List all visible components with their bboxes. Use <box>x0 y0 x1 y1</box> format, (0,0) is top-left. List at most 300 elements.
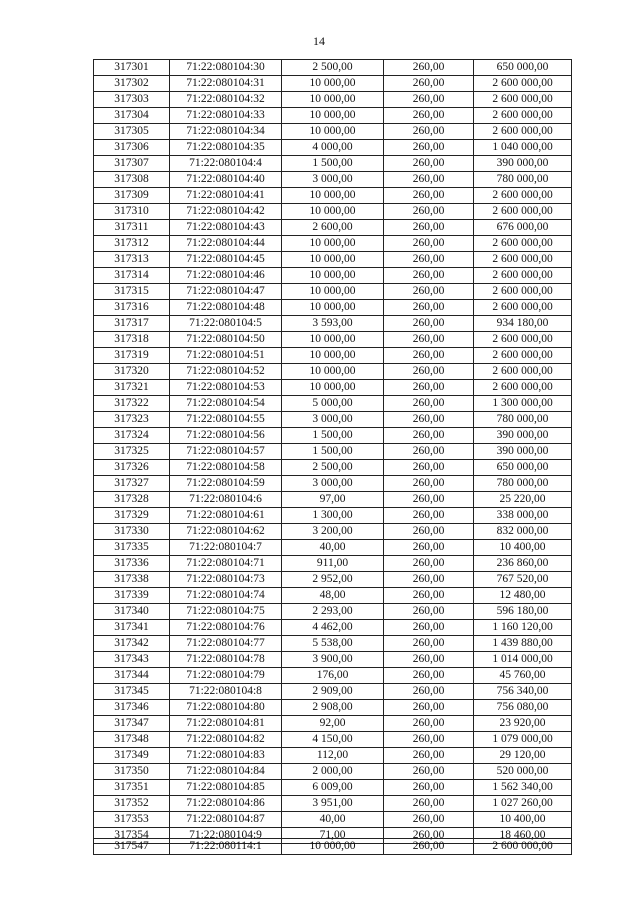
cell-id: 317345 <box>94 684 170 700</box>
cell-area: 2 909,00 <box>282 684 384 700</box>
cell-value: 934 180,00 <box>474 316 572 332</box>
table-row <box>94 428 572 444</box>
cell-value: 780 000,00 <box>474 172 572 188</box>
cell-id: 317316 <box>94 300 170 316</box>
cell-cadastral-number: 71:22:080104:75 <box>170 604 282 620</box>
cell-cadastral-number: 71:22:080104:76 <box>170 620 282 636</box>
cell-cadastral-number: 71:22:080114:1 <box>170 839 282 855</box>
cell-id: 317315 <box>94 284 170 300</box>
cell-area: 5 538,00 <box>282 636 384 652</box>
cell-value: 2 600 000,00 <box>474 380 572 396</box>
cell-cadastral-number: 71:22:080104:41 <box>170 188 282 204</box>
cell-id: 317309 <box>94 188 170 204</box>
cell-area: 4 150,00 <box>282 732 384 748</box>
table-row <box>94 268 572 284</box>
cell-area: 3 593,00 <box>282 316 384 332</box>
cell-area: 10 000,00 <box>282 332 384 348</box>
table-row <box>94 284 572 300</box>
cell-area: 2 293,00 <box>282 604 384 620</box>
table-row <box>94 460 572 476</box>
cell-id: 317329 <box>94 508 170 524</box>
cell-rate: 260,00 <box>384 652 474 668</box>
cell-rate: 260,00 <box>384 716 474 732</box>
table-row <box>94 124 572 140</box>
cell-id: 317325 <box>94 444 170 460</box>
cell-rate: 260,00 <box>384 748 474 764</box>
cell-value: 338 000,00 <box>474 508 572 524</box>
table-row <box>94 204 572 220</box>
cell-cadastral-number: 71:22:080104:40 <box>170 172 282 188</box>
cell-cadastral-number: 71:22:080104:33 <box>170 108 282 124</box>
cell-id: 317354 <box>94 828 170 844</box>
cell-area: 10 000,00 <box>282 92 384 108</box>
cell-id: 317351 <box>94 780 170 796</box>
cell-area: 10 000,00 <box>282 188 384 204</box>
cell-area: 2 600,00 <box>282 220 384 236</box>
cell-cadastral-number: 71:22:080104:45 <box>170 252 282 268</box>
cell-cadastral-number: 71:22:080104:61 <box>170 508 282 524</box>
cell-id: 317323 <box>94 412 170 428</box>
cell-rate: 260,00 <box>384 156 474 172</box>
table-row <box>94 812 572 828</box>
cell-rate: 260,00 <box>384 300 474 316</box>
cell-area: 911,00 <box>282 556 384 572</box>
cell-area: 1 500,00 <box>282 156 384 172</box>
cell-value: 390 000,00 <box>474 428 572 444</box>
cell-id: 317339 <box>94 588 170 604</box>
cell-rate: 260,00 <box>384 316 474 332</box>
cell-value: 780 000,00 <box>474 412 572 428</box>
cell-rate: 260,00 <box>384 812 474 828</box>
cell-value: 2 600 000,00 <box>474 188 572 204</box>
table-row <box>94 572 572 588</box>
table-row <box>94 764 572 780</box>
table-row <box>94 188 572 204</box>
cell-id: 317313 <box>94 252 170 268</box>
table-row <box>94 492 572 508</box>
cell-value: 2 600 000,00 <box>474 839 572 855</box>
cell-rate: 260,00 <box>384 540 474 556</box>
cell-cadastral-number: 71:22:080104:81 <box>170 716 282 732</box>
cell-id: 317301 <box>94 60 170 76</box>
land-plots-table-continued <box>93 838 572 855</box>
cell-value: 1 014 000,00 <box>474 652 572 668</box>
cell-cadastral-number: 71:22:080104:55 <box>170 412 282 428</box>
cell-id: 317314 <box>94 268 170 284</box>
cell-value: 2 600 000,00 <box>474 204 572 220</box>
table-row <box>94 524 572 540</box>
cell-area: 10 000,00 <box>282 268 384 284</box>
cell-cadastral-number: 71:22:080104:87 <box>170 812 282 828</box>
cell-cadastral-number: 71:22:080104:52 <box>170 364 282 380</box>
table-row <box>94 412 572 428</box>
cell-id: 317317 <box>94 316 170 332</box>
cell-rate: 260,00 <box>384 284 474 300</box>
cell-area: 4 462,00 <box>282 620 384 636</box>
cell-rate: 260,00 <box>384 460 474 476</box>
cell-value: 780 000,00 <box>474 476 572 492</box>
cell-value: 2 600 000,00 <box>474 364 572 380</box>
cell-cadastral-number: 71:22:080104:82 <box>170 732 282 748</box>
cell-id: 317327 <box>94 476 170 492</box>
table-row <box>94 476 572 492</box>
land-plots-table <box>93 59 572 844</box>
cell-value: 1 439 880,00 <box>474 636 572 652</box>
table-row <box>94 236 572 252</box>
cell-cadastral-number: 71:22:080104:8 <box>170 684 282 700</box>
cell-cadastral-number: 71:22:080104:46 <box>170 268 282 284</box>
cell-cadastral-number: 71:22:080104:77 <box>170 636 282 652</box>
cell-cadastral-number: 71:22:080104:35 <box>170 140 282 156</box>
cell-cadastral-number: 71:22:080104:47 <box>170 284 282 300</box>
cell-id: 317346 <box>94 700 170 716</box>
cell-area: 10 000,00 <box>282 839 384 855</box>
cell-area: 10 000,00 <box>282 364 384 380</box>
table-row <box>94 220 572 236</box>
cell-id: 317353 <box>94 812 170 828</box>
cell-area: 92,00 <box>282 716 384 732</box>
table-row <box>94 364 572 380</box>
cell-value: 676 000,00 <box>474 220 572 236</box>
cell-value: 2 600 000,00 <box>474 252 572 268</box>
cell-value: 2 600 000,00 <box>474 108 572 124</box>
cell-rate: 260,00 <box>384 700 474 716</box>
cell-id: 317307 <box>94 156 170 172</box>
cell-id: 317341 <box>94 620 170 636</box>
cell-rate: 260,00 <box>384 204 474 220</box>
cell-cadastral-number: 71:22:080104:83 <box>170 748 282 764</box>
cell-cadastral-number: 71:22:080104:84 <box>170 764 282 780</box>
cell-area: 10 000,00 <box>282 252 384 268</box>
table-row <box>94 796 572 812</box>
cell-cadastral-number: 71:22:080104:80 <box>170 700 282 716</box>
cell-value: 390 000,00 <box>474 156 572 172</box>
cell-id: 317347 <box>94 716 170 732</box>
table-row <box>94 732 572 748</box>
cell-id: 317304 <box>94 108 170 124</box>
table-row <box>94 140 572 156</box>
table-row <box>94 252 572 268</box>
cell-rate: 260,00 <box>384 780 474 796</box>
cell-rate: 260,00 <box>384 524 474 540</box>
cell-value: 650 000,00 <box>474 60 572 76</box>
cell-value: 45 760,00 <box>474 668 572 684</box>
cell-id: 317324 <box>94 428 170 444</box>
cell-id: 317308 <box>94 172 170 188</box>
cell-area: 1 500,00 <box>282 444 384 460</box>
cell-rate: 260,00 <box>384 732 474 748</box>
cell-id: 317321 <box>94 380 170 396</box>
table-row <box>94 716 572 732</box>
cell-id: 317350 <box>94 764 170 780</box>
cell-rate: 260,00 <box>384 412 474 428</box>
cell-cadastral-number: 71:22:080104:5 <box>170 316 282 332</box>
cell-value: 650 000,00 <box>474 460 572 476</box>
cell-rate: 260,00 <box>384 252 474 268</box>
cell-rate: 260,00 <box>384 828 474 844</box>
table-row <box>94 300 572 316</box>
cell-rate: 260,00 <box>384 492 474 508</box>
cell-area: 10 000,00 <box>282 236 384 252</box>
cell-area: 10 000,00 <box>282 124 384 140</box>
cell-area: 10 000,00 <box>282 284 384 300</box>
cell-cadastral-number: 71:22:080104:73 <box>170 572 282 588</box>
cell-area: 6 009,00 <box>282 780 384 796</box>
cell-area: 10 000,00 <box>282 348 384 364</box>
cell-value: 2 600 000,00 <box>474 76 572 92</box>
cell-id: 317352 <box>94 796 170 812</box>
cell-cadastral-number: 71:22:080104:30 <box>170 60 282 76</box>
cell-id: 317336 <box>94 556 170 572</box>
cell-rate: 260,00 <box>384 839 474 855</box>
cell-id: 317322 <box>94 396 170 412</box>
cell-rate: 260,00 <box>384 188 474 204</box>
cell-value: 596 180,00 <box>474 604 572 620</box>
cell-cadastral-number: 71:22:080104:58 <box>170 460 282 476</box>
cell-area: 1 500,00 <box>282 428 384 444</box>
cell-area: 3 200,00 <box>282 524 384 540</box>
cell-cadastral-number: 71:22:080104:71 <box>170 556 282 572</box>
cell-value: 767 520,00 <box>474 572 572 588</box>
cell-area: 71,00 <box>282 828 384 844</box>
cell-rate: 260,00 <box>384 76 474 92</box>
cell-id: 317328 <box>94 492 170 508</box>
cell-id: 317320 <box>94 364 170 380</box>
table-row <box>94 92 572 108</box>
cell-cadastral-number: 71:22:080104:44 <box>170 236 282 252</box>
cell-id: 317330 <box>94 524 170 540</box>
cell-area: 10 000,00 <box>282 380 384 396</box>
cell-area: 3 900,00 <box>282 652 384 668</box>
cell-rate: 260,00 <box>384 796 474 812</box>
cell-rate: 260,00 <box>384 620 474 636</box>
table-row <box>94 60 572 76</box>
cell-value: 10 400,00 <box>474 812 572 828</box>
cell-value: 520 000,00 <box>474 764 572 780</box>
cell-rate: 260,00 <box>384 380 474 396</box>
cell-cadastral-number: 71:22:080104:34 <box>170 124 282 140</box>
cell-cadastral-number: 71:22:080104:32 <box>170 92 282 108</box>
cell-cadastral-number: 71:22:080104:9 <box>170 828 282 844</box>
cell-id: 317318 <box>94 332 170 348</box>
cell-rate: 260,00 <box>384 572 474 588</box>
cell-area: 2 908,00 <box>282 700 384 716</box>
cell-id: 317319 <box>94 348 170 364</box>
cell-id: 317303 <box>94 92 170 108</box>
table-row <box>94 839 572 855</box>
cell-area: 3 951,00 <box>282 796 384 812</box>
cell-id: 317547 <box>94 839 170 855</box>
table-row <box>94 748 572 764</box>
cell-rate: 260,00 <box>384 348 474 364</box>
cell-value: 2 600 000,00 <box>474 284 572 300</box>
cell-rate: 260,00 <box>384 236 474 252</box>
cell-value: 1 562 340,00 <box>474 780 572 796</box>
cell-id: 317343 <box>94 652 170 668</box>
cell-area: 3 000,00 <box>282 476 384 492</box>
cell-cadastral-number: 71:22:080104:56 <box>170 428 282 444</box>
cell-id: 317349 <box>94 748 170 764</box>
table-row <box>94 172 572 188</box>
cell-area: 40,00 <box>282 812 384 828</box>
cell-rate: 260,00 <box>384 60 474 76</box>
cell-area: 2 000,00 <box>282 764 384 780</box>
cell-area: 1 300,00 <box>282 508 384 524</box>
cell-cadastral-number: 71:22:080104:6 <box>170 492 282 508</box>
cell-value: 18 460,00 <box>474 828 572 844</box>
cell-rate: 260,00 <box>384 172 474 188</box>
cell-cadastral-number: 71:22:080104:85 <box>170 780 282 796</box>
table-row <box>94 508 572 524</box>
cell-value: 2 600 000,00 <box>474 124 572 140</box>
table-row <box>94 316 572 332</box>
cell-rate: 260,00 <box>384 508 474 524</box>
cell-area: 2 500,00 <box>282 460 384 476</box>
cell-area: 3 000,00 <box>282 172 384 188</box>
cell-area: 2 500,00 <box>282 60 384 76</box>
table-row <box>94 108 572 124</box>
cell-rate: 260,00 <box>384 332 474 348</box>
table-row <box>94 332 572 348</box>
cell-area: 112,00 <box>282 748 384 764</box>
cell-cadastral-number: 71:22:080104:51 <box>170 348 282 364</box>
cell-id: 317312 <box>94 236 170 252</box>
cell-rate: 260,00 <box>384 108 474 124</box>
page-number: 14 <box>313 34 325 48</box>
cell-cadastral-number: 71:22:080104:4 <box>170 156 282 172</box>
table-row <box>94 76 572 92</box>
cell-rate: 260,00 <box>384 764 474 780</box>
cell-area: 97,00 <box>282 492 384 508</box>
cell-area: 10 000,00 <box>282 204 384 220</box>
cell-area: 48,00 <box>282 588 384 604</box>
cell-area: 176,00 <box>282 668 384 684</box>
table-row <box>94 156 572 172</box>
cell-value: 236 860,00 <box>474 556 572 572</box>
cell-id: 317342 <box>94 636 170 652</box>
cell-cadastral-number: 71:22:080104:57 <box>170 444 282 460</box>
table-row <box>94 700 572 716</box>
cell-rate: 260,00 <box>384 668 474 684</box>
table-row <box>94 668 572 684</box>
cell-rate: 260,00 <box>384 636 474 652</box>
cell-cadastral-number: 71:22:080104:62 <box>170 524 282 540</box>
cell-id: 317335 <box>94 540 170 556</box>
cell-rate: 260,00 <box>384 220 474 236</box>
table-row <box>94 684 572 700</box>
table-row <box>94 604 572 620</box>
cell-id: 317338 <box>94 572 170 588</box>
cell-cadastral-number: 71:22:080104:74 <box>170 588 282 604</box>
cell-id: 317306 <box>94 140 170 156</box>
cell-cadastral-number: 71:22:080104:59 <box>170 476 282 492</box>
table-row <box>94 588 572 604</box>
table-row <box>94 380 572 396</box>
cell-id: 317348 <box>94 732 170 748</box>
cell-cadastral-number: 71:22:080104:79 <box>170 668 282 684</box>
cell-id: 317326 <box>94 460 170 476</box>
cell-area: 10 000,00 <box>282 76 384 92</box>
cell-area: 4 000,00 <box>282 140 384 156</box>
cell-value: 390 000,00 <box>474 444 572 460</box>
cell-rate: 260,00 <box>384 556 474 572</box>
cell-cadastral-number: 71:22:080104:54 <box>170 396 282 412</box>
cell-value: 25 220,00 <box>474 492 572 508</box>
cell-cadastral-number: 71:22:080104:53 <box>170 380 282 396</box>
table-row <box>94 556 572 572</box>
table-row <box>94 652 572 668</box>
cell-cadastral-number: 71:22:080104:86 <box>170 796 282 812</box>
cell-value: 756 080,00 <box>474 700 572 716</box>
cell-id: 317310 <box>94 204 170 220</box>
cell-id: 317340 <box>94 604 170 620</box>
cell-area: 2 952,00 <box>282 572 384 588</box>
cell-cadastral-number: 71:22:080104:31 <box>170 76 282 92</box>
cell-value: 1 027 260,00 <box>474 796 572 812</box>
cell-area: 5 000,00 <box>282 396 384 412</box>
cell-cadastral-number: 71:22:080104:7 <box>170 540 282 556</box>
cell-rate: 260,00 <box>384 92 474 108</box>
cell-rate: 260,00 <box>384 604 474 620</box>
cell-value: 10 400,00 <box>474 540 572 556</box>
cell-rate: 260,00 <box>384 396 474 412</box>
cell-value: 2 600 000,00 <box>474 348 572 364</box>
cell-value: 2 600 000,00 <box>474 268 572 284</box>
cell-area: 3 000,00 <box>282 412 384 428</box>
cell-rate: 260,00 <box>384 428 474 444</box>
cell-value: 2 600 000,00 <box>474 236 572 252</box>
cell-rate: 260,00 <box>384 268 474 284</box>
cell-cadastral-number: 71:22:080104:48 <box>170 300 282 316</box>
cell-cadastral-number: 71:22:080104:42 <box>170 204 282 220</box>
table-row <box>94 540 572 556</box>
table-row <box>94 444 572 460</box>
cell-rate: 260,00 <box>384 124 474 140</box>
cell-cadastral-number: 71:22:080104:78 <box>170 652 282 668</box>
cell-cadastral-number: 71:22:080104:50 <box>170 332 282 348</box>
table-row <box>94 396 572 412</box>
table-row <box>94 620 572 636</box>
cell-value: 832 000,00 <box>474 524 572 540</box>
cell-value: 1 040 000,00 <box>474 140 572 156</box>
cell-value: 1 079 000,00 <box>474 732 572 748</box>
cell-value: 2 600 000,00 <box>474 332 572 348</box>
cell-rate: 260,00 <box>384 140 474 156</box>
cell-value: 1 160 120,00 <box>474 620 572 636</box>
cell-area: 40,00 <box>282 540 384 556</box>
table-row <box>94 636 572 652</box>
cell-value: 1 300 000,00 <box>474 396 572 412</box>
cell-rate: 260,00 <box>384 444 474 460</box>
table-row <box>94 780 572 796</box>
cell-rate: 260,00 <box>384 684 474 700</box>
cell-value: 23 920,00 <box>474 716 572 732</box>
cell-cadastral-number: 71:22:080104:43 <box>170 220 282 236</box>
cell-value: 2 600 000,00 <box>474 300 572 316</box>
cell-id: 317305 <box>94 124 170 140</box>
cell-area: 10 000,00 <box>282 300 384 316</box>
cell-area: 10 000,00 <box>282 108 384 124</box>
cell-value: 29 120,00 <box>474 748 572 764</box>
cell-rate: 260,00 <box>384 364 474 380</box>
cell-id: 317302 <box>94 76 170 92</box>
cell-id: 317344 <box>94 668 170 684</box>
cell-value: 12 480,00 <box>474 588 572 604</box>
cell-value: 756 340,00 <box>474 684 572 700</box>
cell-value: 2 600 000,00 <box>474 92 572 108</box>
cell-id: 317311 <box>94 220 170 236</box>
cell-rate: 260,00 <box>384 588 474 604</box>
